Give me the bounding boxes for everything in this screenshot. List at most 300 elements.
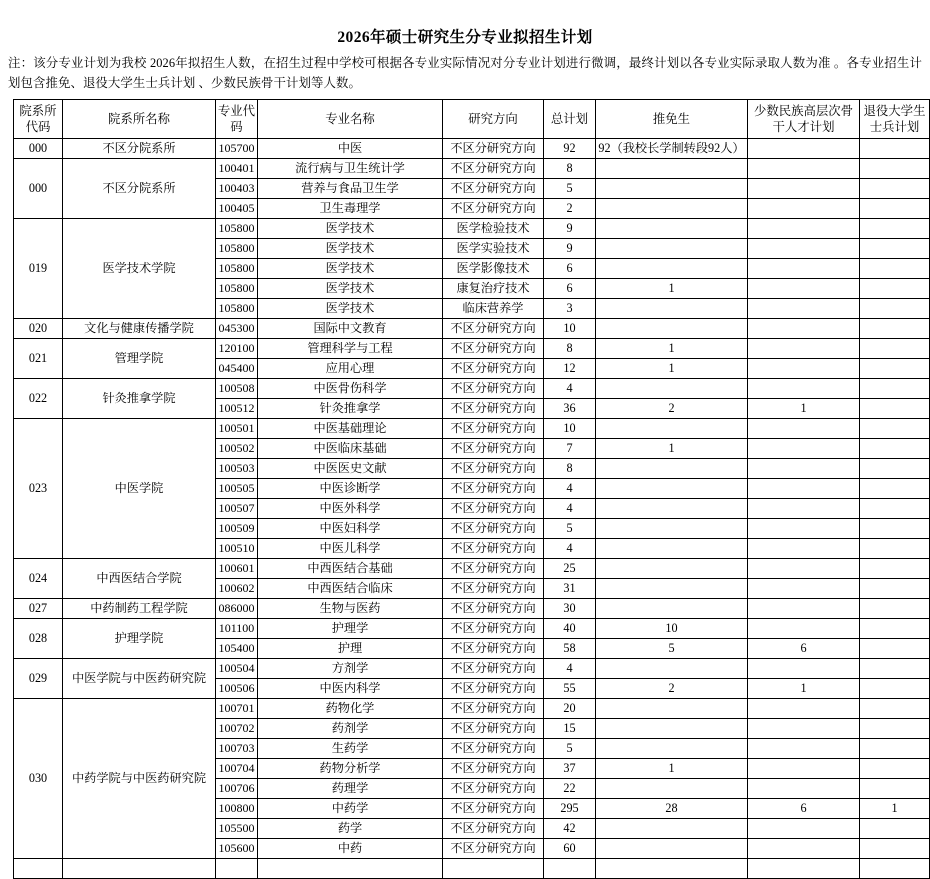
cell-dept-code: 028: [14, 619, 63, 659]
cell-minority: 6: [748, 799, 860, 819]
column-header-major-name: 专业名称: [258, 100, 443, 139]
column-header-recommended: 推免生: [596, 100, 748, 139]
cell-minority: [748, 459, 860, 479]
table-row: [14, 339, 930, 359]
cell-direction: 不区分研究方向: [443, 559, 544, 579]
cell-major-name: 医学技术: [258, 259, 443, 279]
cell-major-code: 105700: [216, 139, 258, 159]
cell-major-name: 应用心理: [258, 359, 443, 379]
cell-dept-name: 中医学院与中医药研究院: [63, 659, 216, 699]
cell-direction: 不区分研究方向: [443, 599, 544, 619]
cell-total: 15: [544, 719, 596, 739]
cell-major-code: 045300: [216, 319, 258, 339]
cell-major-code: 045400: [216, 359, 258, 379]
cell-major-code: 100506: [216, 679, 258, 699]
column-header-dept-code: 院系所代码: [14, 100, 63, 139]
cell-major-name: 卫生毒理学: [258, 199, 443, 219]
cell-total: 42: [544, 819, 596, 839]
cell-total: 8: [544, 159, 596, 179]
cell-recommended: [596, 839, 748, 859]
cell-veteran: [860, 319, 930, 339]
cell-veteran: [860, 379, 930, 399]
cell-major-name: 管理科学与工程: [258, 339, 443, 359]
cell-minority: [748, 599, 860, 619]
cell-total: 36: [544, 399, 596, 419]
table-header-row: [14, 100, 930, 139]
cell-veteran: [860, 399, 930, 419]
cell-recommended: 10: [596, 619, 748, 639]
cell-veteran: [860, 759, 930, 779]
cell-direction: 不区分研究方向: [443, 579, 544, 599]
cell-direction: 不区分研究方向: [443, 139, 544, 159]
cell-recommended: [596, 219, 748, 239]
table-row: [14, 159, 930, 179]
cell-direction: 不区分研究方向: [443, 539, 544, 559]
cell-recommended: 28: [596, 799, 748, 819]
table-row: [14, 379, 930, 399]
cell-recommended: [596, 159, 748, 179]
cell-recommended: [596, 459, 748, 479]
cell-empty: [860, 859, 930, 879]
cell-total: 4: [544, 659, 596, 679]
cell-dept-name: 护理学院: [63, 619, 216, 659]
cell-minority: [748, 299, 860, 319]
cell-total: 8: [544, 339, 596, 359]
cell-major-name: 中医基础理论: [258, 419, 443, 439]
table-header: [14, 100, 930, 139]
cell-dept-name: 中药学院与中医药研究院: [63, 699, 216, 859]
cell-veteran: [860, 439, 930, 459]
cell-total: 5: [544, 519, 596, 539]
cell-dept-name: 中西医结合学院: [63, 559, 216, 599]
cell-major-code: 100601: [216, 559, 258, 579]
cell-major-name: 中医骨伤科学: [258, 379, 443, 399]
cell-total: 10: [544, 319, 596, 339]
cell-major-name: 医学技术: [258, 299, 443, 319]
cell-veteran: [860, 219, 930, 239]
cell-veteran: [860, 339, 930, 359]
column-header-dept-name: 院系所名称: [63, 100, 216, 139]
cell-veteran: [860, 459, 930, 479]
cell-total: 37: [544, 759, 596, 779]
cell-major-code: 100503: [216, 459, 258, 479]
cell-minority: [748, 739, 860, 759]
cell-major-code: 105500: [216, 819, 258, 839]
table-row: [14, 219, 930, 239]
cell-recommended: 2: [596, 399, 748, 419]
cell-major-code: 100703: [216, 739, 258, 759]
cell-major-name: 中医妇科学: [258, 519, 443, 539]
table-row: [14, 319, 930, 339]
cell-recommended: [596, 499, 748, 519]
cell-dept-code: 021: [14, 339, 63, 379]
cell-veteran: [860, 579, 930, 599]
cell-direction: 不区分研究方向: [443, 619, 544, 639]
cell-veteran: [860, 139, 930, 159]
cell-veteran: [860, 779, 930, 799]
cell-recommended: [596, 379, 748, 399]
cell-veteran: [860, 199, 930, 219]
cell-veteran: [860, 519, 930, 539]
cell-total: 4: [544, 539, 596, 559]
cell-recommended: 2: [596, 679, 748, 699]
table-row: [14, 619, 930, 639]
cell-total: 2: [544, 199, 596, 219]
cell-veteran: [860, 159, 930, 179]
cell-major-name: 护理学: [258, 619, 443, 639]
cell-major-name: 医学技术: [258, 239, 443, 259]
cell-total: 3: [544, 299, 596, 319]
cell-direction: 不区分研究方向: [443, 519, 544, 539]
cell-major-name: 中药: [258, 839, 443, 859]
cell-minority: [748, 819, 860, 839]
table-row: [14, 559, 930, 579]
cell-minority: [748, 619, 860, 639]
page-title: 2026年硕士研究生分专业拟招生计划: [337, 29, 593, 46]
cell-total: 8: [544, 459, 596, 479]
cell-dept-code: 000: [14, 159, 63, 219]
cell-major-code: 100509: [216, 519, 258, 539]
cell-total: 9: [544, 239, 596, 259]
cell-dept-name: 中药制药工程学院: [63, 599, 216, 619]
cell-major-code: 100505: [216, 479, 258, 499]
cell-veteran: [860, 259, 930, 279]
cell-major-code: 100508: [216, 379, 258, 399]
cell-direction: 不区分研究方向: [443, 479, 544, 499]
cell-veteran: [860, 599, 930, 619]
cell-major-code: 100405: [216, 199, 258, 219]
cell-empty: [14, 859, 63, 879]
table-row-partial: [14, 859, 930, 879]
table-row: [14, 599, 930, 619]
cell-minority: [748, 719, 860, 739]
cell-minority: [748, 279, 860, 299]
cell-major-name: 药物分析学: [258, 759, 443, 779]
cell-minority: [748, 659, 860, 679]
cell-total: 5: [544, 739, 596, 759]
cell-major-code: 105800: [216, 279, 258, 299]
cell-recommended: [596, 539, 748, 559]
cell-total: 4: [544, 499, 596, 519]
table-row: [14, 419, 930, 439]
cell-minority: [748, 559, 860, 579]
cell-direction: 不区分研究方向: [443, 339, 544, 359]
cell-minority: [748, 239, 860, 259]
cell-total: 58: [544, 639, 596, 659]
cell-major-name: 药学: [258, 819, 443, 839]
cell-recommended: 1: [596, 759, 748, 779]
cell-direction: 不区分研究方向: [443, 779, 544, 799]
cell-total: 10: [544, 419, 596, 439]
cell-minority: [748, 539, 860, 559]
cell-minority: [748, 379, 860, 399]
cell-recommended: [596, 199, 748, 219]
cell-major-name: 中医临床基础: [258, 439, 443, 459]
cell-total: 40: [544, 619, 596, 639]
cell-recommended: [596, 739, 748, 759]
cell-dept-name: 医学技术学院: [63, 219, 216, 319]
cell-direction: 康复治疗技术: [443, 279, 544, 299]
cell-recommended: 1: [596, 359, 748, 379]
cell-dept-name: 不区分院系所: [63, 139, 216, 159]
cell-major-name: 国际中文教育: [258, 319, 443, 339]
cell-minority: [748, 319, 860, 339]
cell-recommended: [596, 659, 748, 679]
cell-veteran: [860, 819, 930, 839]
table-row: [14, 699, 930, 719]
cell-total: 6: [544, 279, 596, 299]
cell-major-code: 105600: [216, 839, 258, 859]
cell-veteran: [860, 559, 930, 579]
cell-recommended: 1: [596, 339, 748, 359]
cell-direction: 医学实验技术: [443, 239, 544, 259]
cell-major-code: 100701: [216, 699, 258, 719]
cell-direction: 不区分研究方向: [443, 719, 544, 739]
cell-direction: 医学影像技术: [443, 259, 544, 279]
cell-veteran: [860, 659, 930, 679]
cell-recommended: [596, 579, 748, 599]
cell-major-name: 医学技术: [258, 279, 443, 299]
cell-total: 5: [544, 179, 596, 199]
cell-veteran: [860, 719, 930, 739]
cell-total: 9: [544, 219, 596, 239]
cell-major-name: 生物与医药: [258, 599, 443, 619]
cell-recommended: [596, 419, 748, 439]
cell-total: 30: [544, 599, 596, 619]
cell-direction: 不区分研究方向: [443, 319, 544, 339]
cell-recommended: 1: [596, 439, 748, 459]
cell-major-code: 100512: [216, 399, 258, 419]
cell-major-code: 105800: [216, 259, 258, 279]
cell-direction: 医学检验技术: [443, 219, 544, 239]
cell-recommended: [596, 299, 748, 319]
cell-major-code: 105800: [216, 239, 258, 259]
cell-major-name: 中西医结合临床: [258, 579, 443, 599]
cell-recommended: [596, 699, 748, 719]
cell-minority: [748, 579, 860, 599]
cell-veteran: [860, 279, 930, 299]
cell-dept-code: 029: [14, 659, 63, 699]
cell-major-code: 100800: [216, 799, 258, 819]
cell-recommended: [596, 779, 748, 799]
cell-direction: 不区分研究方向: [443, 799, 544, 819]
cell-total: 60: [544, 839, 596, 859]
cell-empty: [258, 859, 443, 879]
cell-veteran: [860, 699, 930, 719]
cell-major-code: 086000: [216, 599, 258, 619]
admission-plan-table: [13, 99, 930, 879]
cell-recommended: [596, 259, 748, 279]
cell-empty: [443, 859, 544, 879]
cell-direction: 不区分研究方向: [443, 199, 544, 219]
cell-empty: [748, 859, 860, 879]
cell-empty: [544, 859, 596, 879]
cell-major-name: 流行病与卫生统计学: [258, 159, 443, 179]
cell-veteran: [860, 299, 930, 319]
cell-minority: [748, 139, 860, 159]
cell-major-name: 中医诊断学: [258, 479, 443, 499]
cell-dept-code: 019: [14, 219, 63, 319]
cell-dept-code: 030: [14, 699, 63, 859]
cell-direction: 不区分研究方向: [443, 759, 544, 779]
cell-veteran: [860, 639, 930, 659]
cell-dept-code: 023: [14, 419, 63, 559]
cell-major-name: 中医外科学: [258, 499, 443, 519]
cell-major-name: 中医儿科学: [258, 539, 443, 559]
cell-veteran: [860, 239, 930, 259]
cell-veteran: [860, 679, 930, 699]
cell-major-code: 105800: [216, 219, 258, 239]
cell-minority: [748, 839, 860, 859]
table-body: [14, 139, 930, 879]
cell-recommended: [596, 239, 748, 259]
cell-major-code: 100501: [216, 419, 258, 439]
cell-veteran: [860, 179, 930, 199]
cell-dept-name: 不区分院系所: [63, 159, 216, 219]
cell-direction: 不区分研究方向: [443, 739, 544, 759]
cell-major-name: 药剂学: [258, 719, 443, 739]
cell-direction: 不区分研究方向: [443, 699, 544, 719]
cell-major-code: 100602: [216, 579, 258, 599]
cell-minority: 6: [748, 639, 860, 659]
cell-veteran: [860, 739, 930, 759]
cell-dept-code: 024: [14, 559, 63, 599]
cell-total: 7: [544, 439, 596, 459]
cell-direction: 不区分研究方向: [443, 419, 544, 439]
column-header-direction: 研究方向: [443, 100, 544, 139]
cell-minority: [748, 359, 860, 379]
cell-major-name: 医学技术: [258, 219, 443, 239]
cell-recommended: [596, 819, 748, 839]
cell-minority: [748, 339, 860, 359]
cell-recommended: [596, 519, 748, 539]
cell-veteran: [860, 419, 930, 439]
cell-veteran: [860, 839, 930, 859]
cell-recommended: [596, 319, 748, 339]
cell-minority: [748, 219, 860, 239]
cell-major-name: 中医: [258, 139, 443, 159]
cell-total: 4: [544, 379, 596, 399]
cell-total: 92: [544, 139, 596, 159]
cell-empty: [216, 859, 258, 879]
cell-total: 20: [544, 699, 596, 719]
cell-dept-code: 020: [14, 319, 63, 339]
cell-total: 31: [544, 579, 596, 599]
cell-major-name: 方剂学: [258, 659, 443, 679]
cell-major-code: 100507: [216, 499, 258, 519]
cell-recommended: 1: [596, 279, 748, 299]
cell-recommended: [596, 559, 748, 579]
cell-total: 22: [544, 779, 596, 799]
plan-table-container: [0, 93, 930, 879]
cell-total: 295: [544, 799, 596, 819]
cell-minority: [748, 439, 860, 459]
cell-major-name: 中医医史文献: [258, 459, 443, 479]
cell-major-code: 100504: [216, 659, 258, 679]
cell-major-code: 100510: [216, 539, 258, 559]
cell-direction: 不区分研究方向: [443, 679, 544, 699]
cell-recommended: 92（我校长学制转段92人）: [596, 139, 748, 159]
cell-veteran: [860, 359, 930, 379]
cell-direction: 不区分研究方向: [443, 399, 544, 419]
cell-major-name: 生药学: [258, 739, 443, 759]
cell-major-code: 105400: [216, 639, 258, 659]
cell-minority: [748, 759, 860, 779]
cell-major-code: 100702: [216, 719, 258, 739]
cell-major-name: 营养与食品卫生学: [258, 179, 443, 199]
table-row: [14, 139, 930, 159]
cell-dept-name: 中医学院: [63, 419, 216, 559]
cell-major-code: 100403: [216, 179, 258, 199]
cell-veteran: [860, 539, 930, 559]
cell-total: 12: [544, 359, 596, 379]
cell-direction: 不区分研究方向: [443, 639, 544, 659]
cell-major-name: 中西医结合基础: [258, 559, 443, 579]
cell-recommended: [596, 719, 748, 739]
cell-direction: 不区分研究方向: [443, 439, 544, 459]
cell-minority: [748, 699, 860, 719]
cell-total: 55: [544, 679, 596, 699]
cell-veteran: [860, 499, 930, 519]
cell-minority: [748, 159, 860, 179]
cell-major-code: 100502: [216, 439, 258, 459]
cell-minority: [748, 479, 860, 499]
cell-major-code: 101100: [216, 619, 258, 639]
cell-total: 25: [544, 559, 596, 579]
document-note: 注：该分专业计划为我校 2026年拟招生人数，在招生过程中学校可根据各专业实际情况对分专业计划进行微调，最终计划以各专业实际录取人数为准 。各专业招生计划包含推免、退役大学生士兵计划 、少数民族骨干计划等人数。: [8, 56, 922, 90]
cell-major-code: 105800: [216, 299, 258, 319]
cell-direction: 不区分研究方向: [443, 359, 544, 379]
table-row: [14, 659, 930, 679]
cell-minority: [748, 499, 860, 519]
cell-direction: 不区分研究方向: [443, 159, 544, 179]
cell-direction: 不区分研究方向: [443, 819, 544, 839]
column-header-total: 总计划: [544, 100, 596, 139]
cell-minority: [748, 779, 860, 799]
cell-direction: 不区分研究方向: [443, 459, 544, 479]
cell-total: 4: [544, 479, 596, 499]
cell-direction: 不区分研究方向: [443, 659, 544, 679]
cell-minority: [748, 419, 860, 439]
cell-major-name: 护理: [258, 639, 443, 659]
cell-major-code: 100401: [216, 159, 258, 179]
cell-dept-code: 022: [14, 379, 63, 419]
cell-veteran: [860, 479, 930, 499]
cell-direction: 临床营养学: [443, 299, 544, 319]
cell-empty: [596, 859, 748, 879]
cell-recommended: 5: [596, 639, 748, 659]
cell-major-name: 中药学: [258, 799, 443, 819]
cell-minority: [748, 519, 860, 539]
cell-dept-name: 管理学院: [63, 339, 216, 379]
cell-dept-name: 针灸推拿学院: [63, 379, 216, 419]
cell-minority: 1: [748, 399, 860, 419]
cell-major-name: 药理学: [258, 779, 443, 799]
cell-empty: [63, 859, 216, 879]
cell-veteran: [860, 619, 930, 639]
cell-direction: 不区分研究方向: [443, 499, 544, 519]
cell-minority: [748, 259, 860, 279]
cell-major-code: 100706: [216, 779, 258, 799]
cell-minority: [748, 199, 860, 219]
cell-dept-name: 文化与健康传播学院: [63, 319, 216, 339]
cell-major-name: 药物化学: [258, 699, 443, 719]
cell-total: 6: [544, 259, 596, 279]
cell-major-name: 针灸推拿学: [258, 399, 443, 419]
cell-recommended: [596, 179, 748, 199]
cell-major-name: 中医内科学: [258, 679, 443, 699]
cell-recommended: [596, 479, 748, 499]
